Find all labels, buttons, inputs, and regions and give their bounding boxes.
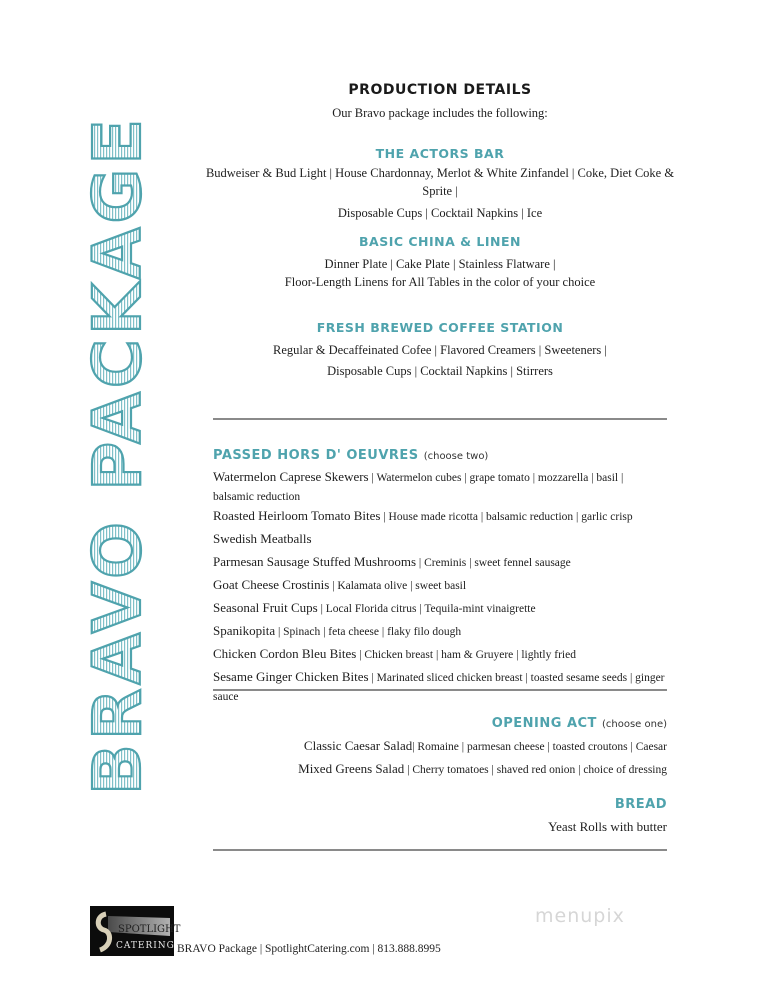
list-item: Mixed Greens Salad | Cherry tomatoes | shaved red onion | choice of dressing: [298, 761, 667, 776]
list-item: Parmesan Sausage Stuffed Mushrooms | Creminis | sweet fennel sausage: [213, 554, 571, 569]
footer-text: BRAVO Package | SpotlightCatering.com | 813.888.8995: [177, 943, 441, 955]
spotlight-catering-logo: [90, 906, 181, 956]
bread-line: Yeast Rolls with butter: [548, 819, 667, 834]
section-line: Disposable Cups | Cocktail Napkins | Ice: [337, 206, 543, 220]
hors-note: (choose two): [423, 451, 489, 462]
section-line: Floor-Length Linens for All Tables in the color of your choice: [284, 275, 596, 289]
list-item: Goat Cheese Crostinis | Kalamata olive | sweet basil: [213, 577, 467, 592]
opening-title: [213, 716, 667, 731]
section-coffee-station: [213, 320, 667, 380]
list-item: Sesame Ginger Chicken Bites | Marinated sliced chicken breast | toasted sesame seeds | ginger sauce: [213, 669, 665, 703]
section-china-linen: [213, 234, 667, 291]
section-title: BASIC CHINA & LINEN: [359, 234, 521, 249]
list-item: Spanikopita | Spinach | feta cheese | flaky filo dough: [213, 623, 462, 638]
list-item: Classic Caesar Salad| Romaine | parmesan cheese | toasted croutons | Caesar: [303, 738, 667, 753]
hors-title-text: PASSED HORS D' OEUVRES: [213, 448, 419, 463]
opening-note: (choose one): [601, 719, 667, 730]
divider: [213, 689, 667, 691]
list-item: Roasted Heirloom Tomato Bites | House made ricotta | balsamic reduction | garlic crisp: [213, 508, 633, 523]
svg-text:CATERING: CATERING: [116, 941, 175, 951]
production-intro: Our Bravo package includes the following:: [332, 106, 548, 120]
opening-act-section: [213, 716, 667, 779]
section-title: FRESH BREWED COFFEE STATION: [316, 320, 564, 335]
section-line: Regular & Decaffeinated Cofee | Flavored Creamers | Sweeteners |: [273, 343, 607, 357]
list-item: Watermelon Caprese Skewers | Watermelon cubes | grape tomato | mozzarella | basil | balsamic reduction: [213, 469, 624, 503]
vertical-title: [79, 115, 158, 795]
svg-text:SPOTLIGHT: SPOTLIGHT: [118, 924, 181, 935]
production-title: PRODUCTION DETAILS: [348, 82, 532, 98]
section-title: THE ACTORS BAR: [375, 146, 505, 161]
section-line: Disposable Cups | Cocktail Napkins | Stirrers: [327, 364, 553, 378]
list-item: Seasonal Fruit Cups | Local Florida citrus | Tequila-mint vinaigrette: [213, 600, 536, 615]
section-line: Dinner Plate | Cake Plate | Stainless Flatware |: [324, 257, 556, 271]
bread-section: [213, 797, 667, 835]
hors-list: [213, 468, 667, 706]
watermark: menupix: [535, 905, 625, 927]
list-item: Chicken Cordon Bleu Bites | Chicken breast | ham & Gruyere | lightly fried: [213, 646, 576, 661]
section-actors-bar: [205, 146, 675, 222]
section-line: Budweiser & Bud Light | House Chardonnay, Merlot & White Zinfandel | Coke, Diet Coke & Sprite |: [205, 166, 675, 198]
hors-doeuvres-section: [213, 448, 667, 706]
opening-title-text: OPENING ACT: [491, 716, 597, 731]
divider: [213, 418, 667, 420]
svg-text:BRAVO PACKAGE: BRAVO PACKAGE: [79, 122, 156, 795]
bread-title: BREAD: [614, 797, 667, 812]
divider: [213, 849, 667, 851]
list-item: Swedish Meatballs: [213, 531, 312, 546]
hors-title: [213, 448, 667, 463]
production-details: [213, 82, 667, 122]
